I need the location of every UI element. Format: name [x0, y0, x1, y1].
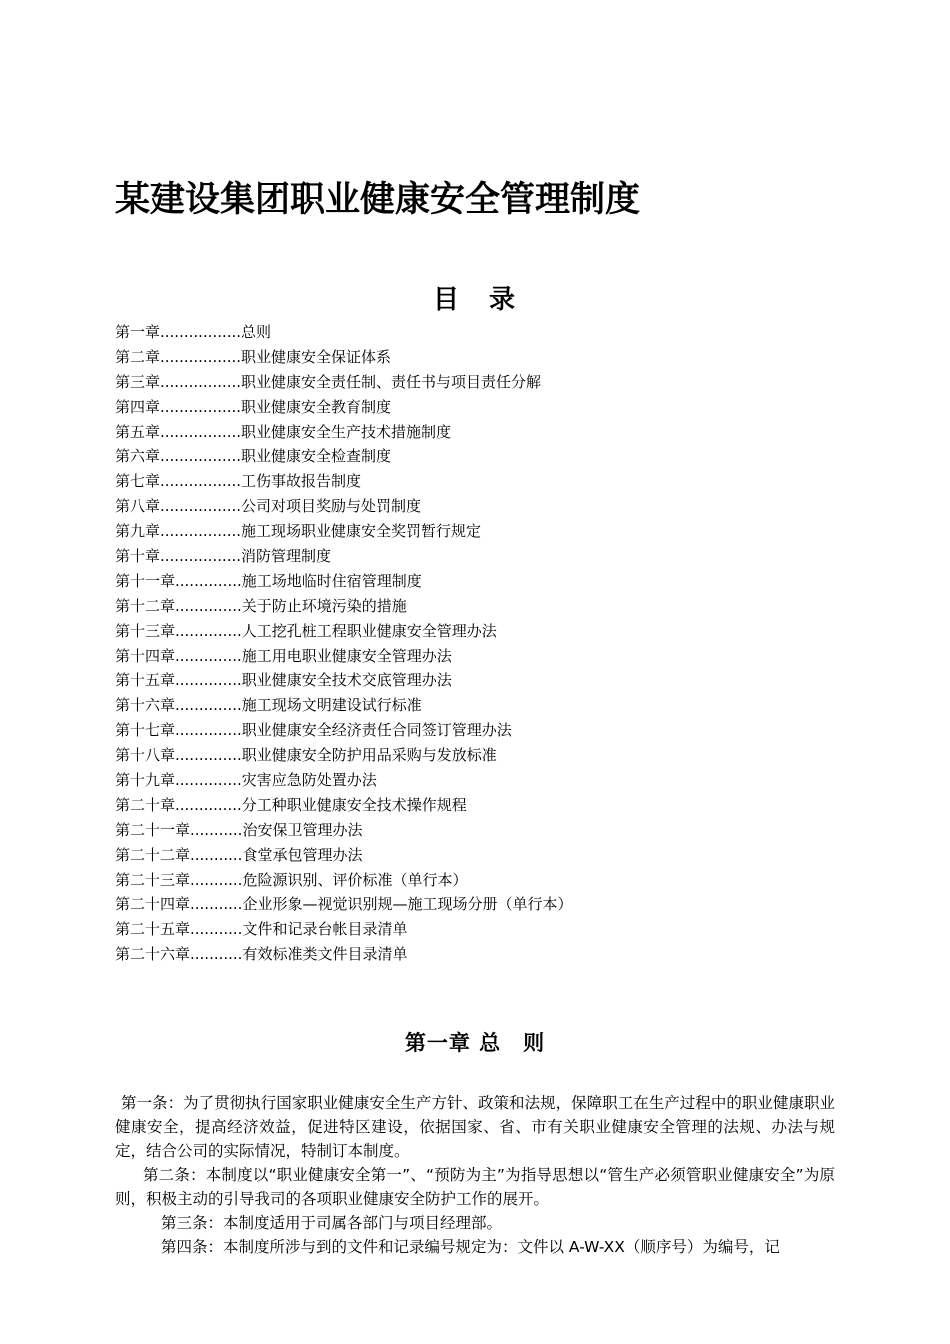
document-title: 某建设集团职业健康安全管理制度 [115, 180, 641, 220]
toc-item: 第一章.................总则 [115, 323, 272, 341]
toc-item: 第五章.................职业健康安全生产技术措施制度 [115, 422, 452, 441]
toc-item: 第二章.................职业健康安全保证体系 [115, 347, 392, 366]
toc-item: 第十五章..............职业健康安全技术交底管理办法 [115, 671, 452, 690]
chapter-body [115, 1091, 835, 1259]
toc-item: 第十二章..............关于防止环境污染的措施 [115, 596, 407, 615]
toc-item: 第二十三章...........危险源识别、评价标准（单行本） [115, 870, 468, 889]
toc-item: 第九章.................施工现场职业健康安全奖罚暂行规定 [115, 522, 482, 541]
toc-item: 第十章.................消防管理制度 [115, 547, 332, 566]
toc-item: 第二十章..............分工种职业健康安全技术操作规程 [115, 795, 467, 814]
toc-item: 第二十五章...........文件和记录台帐目录清单 [115, 920, 408, 939]
chapter-heading: 第一章 总 则 [404, 1031, 546, 1055]
article-paragraph: 第一条：为了贯彻执行国家职业健康安全生产方针、政策和法规，保障职工在生产过程中的职业健康职业健康安全，提高经济效益，促进特区建设，依据国家、省、市有关职业健康安全管理的法规、办法与规定，结合公司的实际情况，特制订本制度。 [115, 1094, 835, 1160]
toc-item: 第十三章..............人工挖孔桩工程职业健康安全管理办法 [115, 621, 497, 640]
toc-item: 第十七章..............职业健康安全经济责任合同签订管理办法 [115, 721, 512, 740]
toc-item: 第二十六章...........有效标准类文件目录清单 [115, 945, 408, 964]
table-of-contents [115, 320, 572, 967]
toc-item: 第十四章..............施工用电职业健康安全管理办法 [115, 646, 452, 665]
toc-item: 第二十二章...........食堂承包管理办法 [115, 845, 363, 864]
toc-item: 第七章.................工伤事故报告制度 [115, 472, 362, 491]
article-paragraph: 第二条：本制度以“职业健康安全第一”、“预防为主”为指导思想以“管生产必须管职业健康安全”为原则，积极主动的引导我司的各项职业健康安全防护工作的展开。 [115, 1166, 835, 1208]
article-paragraph: 第三条：本制度适用于司属各部门与项目经理部。 [161, 1214, 503, 1232]
toc-item: 第四章.................职业健康安全教育制度 [115, 397, 392, 416]
toc-item: 第二十一章...........治安保卫管理办法 [115, 820, 363, 839]
toc-heading: 目 录 [432, 285, 517, 315]
toc-item: 第十一章..............施工场地临时住宿管理制度 [115, 571, 422, 590]
toc-item: 第十六章..............施工现场文明建设试行标准 [115, 696, 422, 715]
article-paragraph: 第四条：本制度所涉与到的文件和记录编号规定为：文件以 A-W-XX（顺序号）为编号，记 [161, 1238, 780, 1256]
toc-item: 第十九章..............灾害应急防处置办法 [115, 771, 377, 790]
toc-item: 第二十四章...........企业形象—视觉识别规—施工现场分册（单行本） [115, 895, 573, 914]
toc-item: 第六章.................职业健康安全检查制度 [115, 447, 392, 466]
toc-item: 第八章.................公司对项目奖励与处罚制度 [115, 497, 422, 516]
toc-item: 第十八章..............职业健康安全防护用品采购与发放标准 [115, 746, 497, 765]
toc-item: 第三章.................职业健康安全责任制、责任书与项目责任分解 [115, 372, 542, 391]
